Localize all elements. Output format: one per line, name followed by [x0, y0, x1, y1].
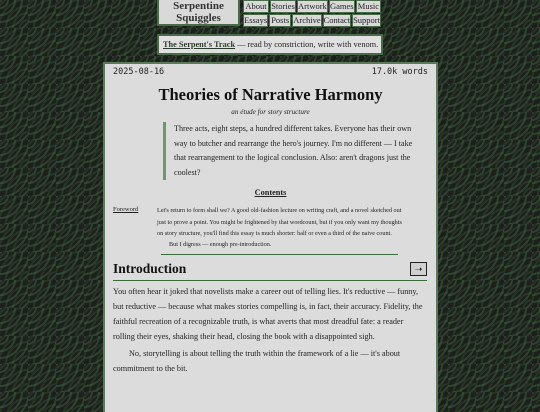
article-word-count: 17.0k words [371, 67, 428, 77]
foreword-text [157, 205, 407, 250]
site-title-line2: Squiggles [176, 11, 221, 24]
tagline-text: — read by constriction, write with venom. [235, 40, 379, 49]
article-title: Theories of Narrative Harmony [158, 85, 383, 104]
nav-archive[interactable]: Archive [293, 15, 321, 25]
nav-essays[interactable]: Essays [244, 15, 268, 25]
site-tagline [157, 34, 383, 55]
nav-row-1 [243, 0, 381, 13]
nav-contact[interactable]: Contact [323, 15, 351, 25]
site-title-line1: Serpentine [173, 0, 224, 12]
body-paragraph-2: No, storytelling is about telling the truth within the framework of a lie — it's about commitment to the bit. [113, 349, 401, 374]
nav-stories[interactable]: Stories [271, 1, 295, 11]
foreword-paragraph-2: But I digress — enough pre-introduction. [169, 240, 272, 248]
tagline-link[interactable]: The Serpent's Track [163, 40, 236, 49]
nav-games[interactable]: Games [330, 1, 354, 11]
article-date: 2025-08-16 [113, 67, 165, 77]
section-header [113, 261, 427, 277]
toc-link-foreword[interactable]: Foreword [113, 206, 139, 214]
section-heading-rule [113, 280, 427, 281]
section-divider [161, 254, 398, 255]
article-blurb: Three acts, eight steps, a hundred different takes. Everyone has their own way to butcher and rearrange the hero's journey. I'm no different — I take that rearrangement to the logical conclusion. Also: aren't dragons just the coolest? [163, 122, 420, 180]
nav-music[interactable]: Music [357, 1, 380, 11]
article-card [103, 62, 438, 412]
contents-heading: Contents [254, 188, 287, 198]
nav-row-2 [243, 14, 381, 27]
toc-entry [105, 205, 436, 250]
nav-posts[interactable]: Posts [269, 14, 291, 27]
nav-about[interactable]: About [243, 0, 269, 13]
site-title[interactable] [157, 0, 240, 26]
arrow-right-icon: ➝ [414, 263, 423, 274]
nav-artwork[interactable]: Artwork [298, 1, 327, 11]
jump-to-section-button[interactable] [410, 262, 427, 276]
article-meta [105, 64, 436, 77]
foreword-paragraph-1: Let's return to form shall we? A good old-fashion lecture on writing craft, and a novel sketched out just to prove a point. You might be frightened by that wordcount, but if you only want my thoughts on story structure, you'll find this essay is much shorter: half or even a third of the naive count. [157, 207, 402, 237]
main-nav [243, 0, 381, 28]
body-paragraph-1: You often hear it joked that novelists make a career out of telling lies. It's reductive — funny, but reductive — because what makes stories compelling is, in fact, their accuracy. Fidelity, the faithful recreation of a recognizable truth, is what averts that most dreadful fate: a reader rolling their eyes, shaking their head, closing the book with a disappointed sigh. [113, 287, 423, 341]
section-body [113, 285, 427, 377]
nav-support[interactable]: Support [353, 15, 380, 25]
section-heading: Introduction [113, 261, 187, 277]
article-subtitle: an étude for story structure [231, 108, 310, 116]
